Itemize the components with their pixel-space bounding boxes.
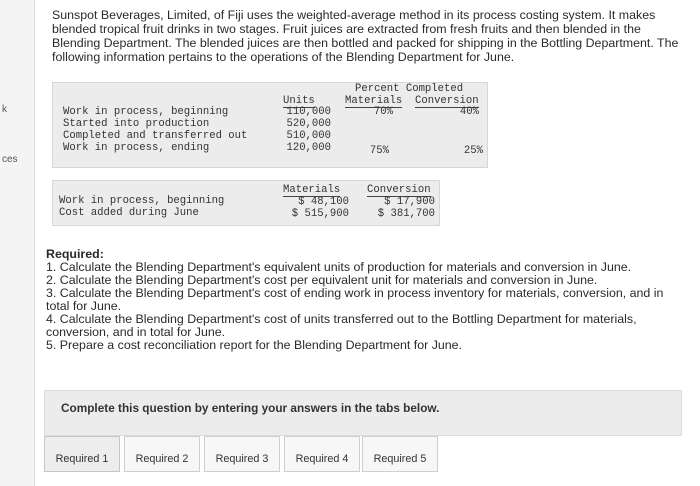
table-cell-materials: $ 515,900: [291, 208, 349, 220]
table-cell-units: 110,000: [286, 106, 331, 118]
required-title: Required:: [46, 247, 104, 261]
tab-required-1[interactable]: Required 1: [44, 436, 120, 472]
problem-intro: Sunspot Beverages, Limited, of Fiji uses the weighted-average method in its process costing system. It makes blended tropical fruit drinks in two stages. Fruit juices are extracted from fresh fruits and then blended in the Blending Department. The blended juices are then bottled and packed for shipping in the Bottling Department. The following information pertains to the operations of the Blending Department for June.: [52, 8, 679, 64]
table-cell-conversion: 40%: [459, 106, 479, 118]
table-cell-materials: $ 48,100: [298, 196, 349, 208]
tab-required-3[interactable]: Required 3: [204, 436, 280, 472]
tab-required-5[interactable]: Required 5: [362, 436, 438, 472]
table-row-label: Completed and transferred out: [63, 130, 248, 142]
sidebar-fragment-text[interactable]: ces: [2, 154, 18, 165]
table-cell-conversion: $ 17,900: [384, 196, 435, 208]
cost-data-table: [52, 180, 440, 226]
materials-header: Materials: [283, 184, 341, 196]
table-row-label: Started into production: [63, 118, 210, 130]
required-item: 3. Calculate the Blending Department's cost of ending work in process inventory for materials, conversion, and in total for June.: [46, 286, 664, 313]
conversion-header: Conversion: [367, 184, 431, 196]
materials-header: Materials: [345, 95, 403, 107]
left-sidebar-fragment: [0, 0, 35, 486]
required-section: [46, 248, 686, 352]
conversion-header: Conversion: [415, 95, 479, 107]
units-header: Units: [283, 95, 315, 107]
required-item: 2. Calculate the Blending Department's cost per equivalent unit for materials and conversion in June.: [46, 273, 598, 287]
required-item: 5. Prepare a cost reconciliation report for the Blending Department for June.: [46, 338, 462, 352]
table-row-label: Work in process, beginning: [59, 195, 225, 207]
required-item: 1. Calculate the Blending Department's equivalent units of production for materials and conversion in June.: [46, 260, 632, 274]
table-cell-units: 120,000: [286, 142, 331, 154]
table-cell-conversion: $ 381,700: [377, 208, 435, 220]
instruction-text: Complete this question by entering your answers in the tabs below.: [61, 401, 440, 415]
required-item: 4. Calculate the Blending Department's cost of units transferred out to the Bottling Department for materials, conversion, and in total for June.: [46, 312, 637, 339]
table-cell-units: 510,000: [286, 130, 331, 142]
sidebar-fragment-text[interactable]: k: [2, 104, 7, 115]
production-data-table: [52, 82, 488, 168]
table-cell-units: 520,000: [286, 118, 331, 130]
table-row-label: Cost added during June: [59, 207, 199, 219]
table-cell-conversion: 25%: [463, 145, 483, 157]
table-cell-materials: 70%: [373, 106, 393, 118]
instruction-banner: [44, 390, 682, 436]
table-row-label: Work in process, beginning: [63, 106, 229, 118]
tab-required-4[interactable]: Required 4: [284, 436, 360, 472]
tab-required-2[interactable]: Required 2: [124, 436, 200, 472]
table-cell-materials: 75%: [369, 145, 389, 157]
table-row-label: Work in process, ending: [63, 142, 210, 154]
pct-completed-header: Percent Completed: [355, 83, 464, 95]
